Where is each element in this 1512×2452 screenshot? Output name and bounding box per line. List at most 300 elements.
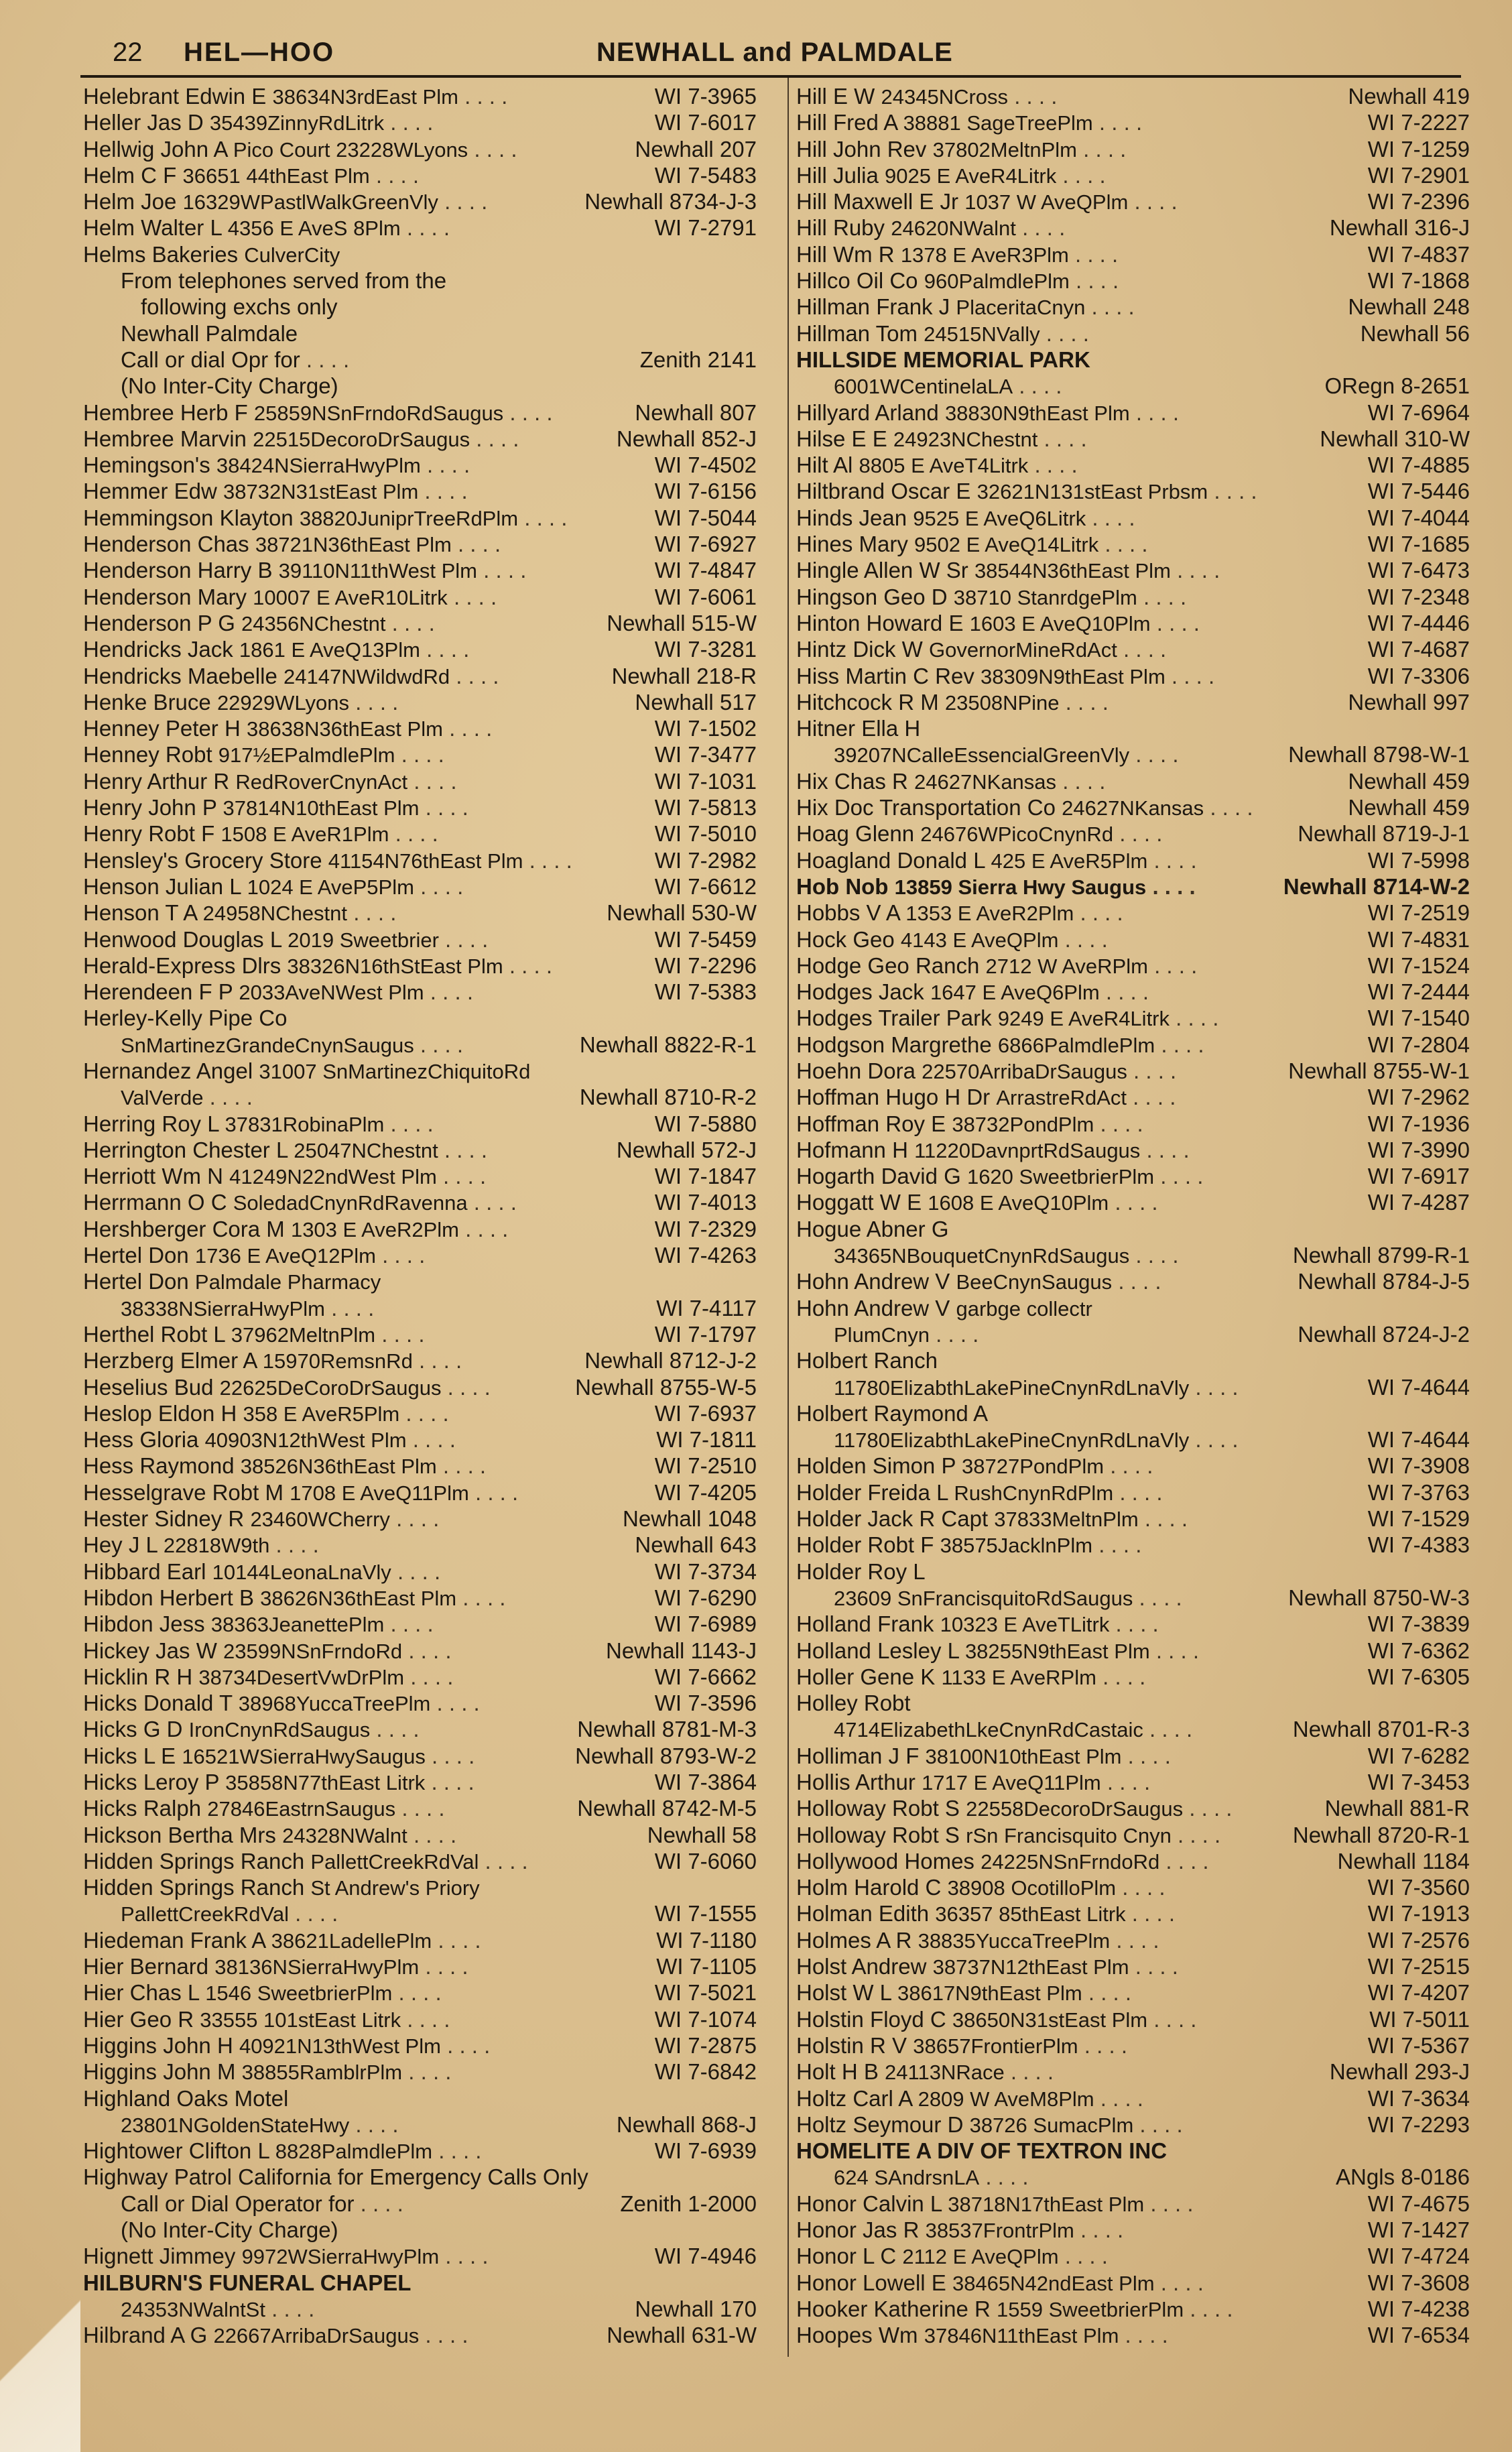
listing-entry: [796, 1032, 1470, 1058]
listing-text: [121, 1295, 374, 1322]
listing-entry: [796, 1611, 1470, 1637]
listing-phone: Zenith 2141: [639, 347, 757, 372]
listing-text: [796, 1822, 1220, 1849]
listing-text: [796, 1611, 1159, 1638]
listing-name: Hobbs V A: [796, 900, 900, 926]
listing-phone: WI 7-2227: [1367, 110, 1470, 135]
listing-entry: [83, 2111, 757, 2138]
listing-text: [796, 820, 1162, 847]
listing-phone: WI 7-2982: [654, 847, 757, 873]
listing-phone: WI 7-4263: [654, 1243, 757, 1268]
listing-address: 23801NGoldenStateHwy: [121, 2113, 350, 2137]
listing-name: Holliman J F: [796, 1743, 920, 1768]
listing-name: Hinton Howard E: [796, 610, 964, 635]
listing-name: Hellwig John A: [83, 136, 227, 162]
listing-address: 1508 E AveR1Plm: [220, 822, 389, 847]
leader-dots: . . . .: [401, 2006, 450, 2032]
listing-entry: [83, 900, 757, 926]
listing-phone: WI 7-5483: [654, 162, 757, 188]
listing-phone: WI 7-3560: [1367, 1875, 1470, 1900]
listing-address: RushCnynRdPlm: [954, 1481, 1114, 1505]
listing-entry: [83, 1479, 757, 1506]
listing-name: Henwood Douglas L: [83, 926, 281, 952]
leader-dots: . . . .: [1170, 558, 1220, 583]
listing-address: 22667ArribaDrSaugus: [213, 2324, 420, 2348]
listing-phone: ORegn 8-2651: [1324, 373, 1470, 399]
left-column: [83, 83, 757, 2349]
listing-address: 35439ZinnyRdLitrk: [209, 111, 385, 135]
listing-name: Hendricks Jack: [83, 637, 233, 662]
listing-text: [83, 979, 473, 1005]
listing-phone: WI 7-6842: [654, 2059, 757, 2085]
listing-text: [796, 83, 1057, 110]
listing-name: Holman Edith: [796, 1901, 930, 1926]
listing-entry: [796, 1426, 1470, 1453]
listing-entry: [796, 1479, 1470, 1506]
listing-address: 8828PalmdlePlm: [275, 2140, 433, 2164]
listing-entry: [796, 1743, 1470, 1769]
listing-phone: WI 7-1259: [1367, 136, 1470, 162]
listing-name: Holmes A R: [796, 1927, 912, 1953]
listing-name: Hingson Geo D: [796, 584, 948, 609]
listing-phone: WI 7-2519: [1367, 900, 1470, 926]
listing-entry: [796, 1664, 1470, 1690]
listing-address: 9525 E AveQ6Litrk: [913, 506, 1086, 530]
listing-name: Hix Chas R: [796, 768, 908, 794]
listing-phone: WI 7-6612: [654, 873, 757, 899]
listing-address: 10144LeonaLnaVly: [212, 1560, 391, 1584]
listing-text: [796, 2085, 1143, 2112]
listing-entry: [83, 926, 757, 953]
listing-address: 1546 SweetbrierPlm: [205, 1981, 393, 2006]
listing-phone: WI 7-6662: [654, 1664, 757, 1689]
leader-dots: . . . .: [1189, 1374, 1239, 1400]
listing-text: [796, 1953, 1178, 1980]
listing-name: Hess Gloria: [83, 1427, 199, 1453]
listing-name: Hicks Donald T: [83, 1691, 233, 1716]
leader-dots: . . . .: [424, 979, 473, 1005]
listing-entry: [796, 400, 1470, 426]
listing-entry: [83, 1927, 757, 1953]
listing-text: [796, 1453, 1153, 1479]
listing-text: [83, 1347, 462, 1374]
listing-phone: WI 7-4446: [1367, 610, 1470, 635]
leader-dots: . . . .: [375, 1243, 426, 1268]
listing-name: Holloway Robt S: [796, 1822, 960, 1847]
listing-text: [83, 452, 470, 479]
listing-text: [796, 2111, 1183, 2138]
leader-dots: . . . .: [1015, 215, 1066, 241]
listing-phone: Zenith 1-2000: [620, 2191, 757, 2216]
listing-phone: WI 7-3990: [1367, 1137, 1470, 1162]
leader-dots: . . . .: [518, 505, 568, 530]
listing-address: 2809 W AveM8Plm: [918, 2087, 1094, 2111]
listing-phone: WI 7-4687: [1367, 637, 1470, 662]
leader-dots: . . . .: [1184, 2296, 1233, 2321]
listing-address: 24515NVally: [924, 322, 1040, 346]
listing-text: [121, 2217, 338, 2243]
listing-address: 38537FrontrPlm: [925, 2219, 1074, 2243]
listing-entry: [796, 1453, 1470, 1479]
listing-name: Holloway Robt S: [796, 1796, 960, 1821]
listing-text: [796, 1532, 1141, 1558]
listing-entry: [796, 1321, 1470, 1347]
listing-entry: [796, 1874, 1470, 1900]
listing-address: 38634N3rdEast Plm: [272, 85, 458, 109]
listing-phone: WI 7-4207: [1367, 1980, 1470, 2006]
listing-entry: [796, 610, 1470, 636]
listing-entry: [796, 873, 1470, 900]
listing-address: Pico Court 23228WLyons: [233, 137, 468, 162]
listing-address: 1037 W AveQPlm: [964, 190, 1129, 214]
listing-entry: [83, 347, 757, 373]
column-divider: [788, 78, 789, 2357]
listing-name: Holley Robt: [796, 1691, 911, 1716]
listing-phone: WI 7-2510: [654, 1453, 757, 1479]
listing-address: 35858N77thEast Litrk: [225, 1771, 426, 1794]
listing-text: [83, 557, 526, 584]
listing-text: [83, 1769, 475, 1796]
listing-address: 425 E AveR5Plm: [991, 849, 1148, 873]
listing-name: Hicklin R H: [83, 1664, 193, 1689]
listing-address: 11780ElizabthLakePineCnynRdLnaVly: [834, 1428, 1190, 1453]
listing-text: [83, 426, 519, 452]
listing-text: [83, 83, 507, 110]
listing-text: [796, 2243, 1108, 2270]
listing-entry: [83, 1453, 757, 1479]
listing-address: 1024 E AveP5Plm: [247, 875, 414, 899]
leader-dots: . . . .: [503, 400, 553, 425]
listing-phone: WI 7-2962: [1367, 1085, 1470, 1110]
leader-dots: . . . .: [979, 2164, 1029, 2190]
name-range: HEL—HOO: [184, 38, 335, 67]
leader-dots: . . . .: [406, 1427, 456, 1453]
listing-address: 10323 E AveTLitrk: [940, 1613, 1110, 1637]
listing-entry: [796, 1532, 1470, 1558]
listing-phone: Newhall 8822-R-1: [579, 1032, 757, 1057]
listing-phone: WI 7-6937: [654, 1400, 757, 1426]
listing-text: [83, 1453, 486, 1479]
listing-address: 960PalmdlePlm: [924, 269, 1070, 294]
leader-dots: . . . .: [458, 1216, 509, 1241]
listing-text: [83, 1558, 440, 1585]
listing-address: 37846N11thEast Plm: [924, 2324, 1119, 2348]
listing-text: [83, 794, 468, 821]
listing-entry: [83, 136, 757, 162]
listing-name: Heller Jas D: [83, 110, 204, 135]
leader-dots: . . . .: [1121, 1743, 1171, 1768]
listing-phone: Newhall 868-J: [616, 2111, 757, 2137]
listing-text: [796, 953, 1197, 979]
listing-name: Herald-Express Dlrs: [83, 953, 281, 978]
listing-phone: WI 7-6917: [1367, 1164, 1470, 1189]
directory-title: NEWHALL and PALMDALE: [596, 38, 953, 67]
listing-text: [83, 584, 497, 611]
leader-dots: . . . .: [470, 426, 519, 451]
listing-entry: [796, 1216, 1470, 1242]
listing-address: 1353 E AveR2Plm: [905, 902, 1074, 926]
listing-phone: Newhall 8714-W-2: [1283, 873, 1470, 899]
listing-name: Hodges Trailer Park: [796, 1005, 992, 1031]
listing-phone: Newhall 8712-J-2: [584, 1348, 757, 1373]
listing-entry: [796, 1822, 1470, 1848]
leader-dots: . . . .: [1059, 689, 1109, 715]
listing-entry: [796, 2270, 1470, 2296]
leader-dots: . . . .: [1096, 1664, 1146, 1689]
leader-dots: . . . .: [1028, 452, 1078, 478]
listing-phone: WI 7-4238: [1367, 2296, 1470, 2321]
listing-entry: [83, 1426, 757, 1453]
listing-name: Hooker Katherine R: [796, 2296, 991, 2321]
listing-phone: WI 7-5010: [654, 821, 757, 847]
listing-name: Hidden Springs Ranch: [83, 1875, 305, 1900]
leader-dots: . . . .: [1013, 373, 1062, 399]
listing-text: [83, 1163, 486, 1190]
listing-entry: [796, 1769, 1470, 1795]
listing-address: 38727PondPlm: [962, 1455, 1105, 1479]
listing-text: [83, 162, 419, 189]
listing-text: [834, 373, 1062, 400]
listing-entry: [796, 1638, 1470, 1664]
listing-text: [796, 1690, 911, 1716]
listing-entry: [83, 294, 757, 320]
listing-phone: WI 7-6282: [1367, 1743, 1470, 1768]
listing-entry: [796, 452, 1470, 478]
listing-entry: [83, 1769, 757, 1795]
listing-entry: [796, 1953, 1470, 1979]
listing-address: 1559 SweetbrierPlm: [997, 2297, 1184, 2321]
listing-text: [796, 400, 1179, 426]
listing-entry: [83, 2322, 757, 2348]
listing-name: Hines Mary: [796, 532, 908, 557]
listing-entry: [796, 2322, 1470, 2348]
listing-name: Herrington Chester L: [83, 1137, 288, 1162]
leader-dots: . . . .: [402, 1638, 452, 1663]
listing-entry: [83, 1874, 757, 1900]
listing-entry: [83, 1216, 757, 1242]
listing-phone: Newhall 218-R: [611, 663, 757, 688]
listing-text: [796, 1979, 1131, 2006]
listing-address: 38626N36thEast Plm: [260, 1586, 457, 1610]
listing-address: 38544N36thEast Plm: [974, 559, 1171, 583]
listing-name: Hix Doc Transportation Co: [796, 795, 1056, 820]
listing-phone: Newhall 1143-J: [605, 1638, 757, 1663]
listing-address: 39110N11thWest Plm: [278, 559, 478, 583]
listing-name: Hillman Frank J: [796, 294, 950, 320]
listing-name: Hofmann H: [796, 1137, 908, 1162]
listing-text: [796, 1848, 1209, 1875]
listing-phone: WI 7-4724: [1367, 2244, 1470, 2269]
listing-phone: Newhall 8701-R-3: [1292, 1717, 1470, 1742]
listing-address: 1717 E AveQ11Plm: [922, 1771, 1101, 1794]
listing-text: [83, 188, 487, 215]
listing-phone: WI 7-6534: [1367, 2323, 1470, 2348]
listing-name: Holder Jack R Capt: [796, 1506, 989, 1532]
listing-text: [796, 2032, 1127, 2059]
listing-address: 27846EastrnSaugus: [207, 1797, 396, 1821]
listing-entry: [83, 715, 757, 741]
listing-name: Hinds Jean: [796, 505, 907, 530]
listing-phone: Newhall 8719-J-1: [1298, 821, 1470, 847]
listing-entry: [796, 2111, 1470, 2138]
listing-entry: [796, 2191, 1470, 2217]
listing-text: [796, 1005, 1218, 1032]
leader-dots: . . . .: [1143, 1717, 1193, 1742]
listing-address: 24353NWalntSt: [121, 2297, 265, 2321]
listing-text: [83, 2059, 451, 2085]
leader-dots: . . . .: [404, 1664, 454, 1689]
listing-address: 38575JacklnPlm: [940, 1534, 1093, 1558]
leader-dots: . . . .: [442, 716, 493, 741]
listing-address: 23460WCherry: [250, 1508, 390, 1532]
listing-text: [121, 1032, 463, 1058]
leader-dots: . . . .: [395, 742, 444, 768]
listing-entry: [83, 794, 757, 820]
listing-address: 38732PondPlm: [952, 1112, 1094, 1136]
leader-dots: . . . .: [1129, 400, 1180, 425]
listing-entry: [796, 373, 1470, 399]
listing-phone: Newhall 881-R: [1324, 1796, 1470, 1821]
listing-name: Hob Nob: [796, 873, 889, 899]
listing-entry: [83, 1058, 757, 1084]
listing-entry: [796, 715, 1470, 741]
listing-entry: [796, 294, 1470, 320]
listing-entry: [83, 1189, 757, 1215]
listing-name: Henry Robt F: [83, 821, 215, 847]
listing-name: Helms Bakeries: [83, 241, 239, 267]
listing-address: 1708 E AveQ11Plm: [290, 1481, 469, 1505]
listing-phone: WI 7-4837: [1367, 241, 1470, 267]
listing-entry: [796, 1795, 1470, 1821]
listing-phone: WI 7-5383: [654, 979, 757, 1005]
listing-phone: WI 7-6989: [654, 1611, 757, 1637]
listing-phone: WI 7-4946: [654, 2244, 757, 2269]
listing-entry: [83, 636, 757, 662]
leader-dots: . . . .: [477, 558, 527, 583]
listing-address: 40921N13thWest Plm: [239, 2034, 441, 2058]
listing-address: 22515DecoroDrSaugus: [253, 427, 470, 451]
listing-text: [796, 452, 1078, 479]
listing-text: [83, 636, 469, 663]
listing-address: 2712 W AveRPlm: [985, 954, 1148, 978]
listing-entry: [83, 2270, 757, 2296]
listing-entry: [796, 1716, 1470, 1742]
listing-phone: WI 7-4831: [1367, 926, 1470, 952]
listing-name: Holtz Carl A: [796, 2085, 912, 2111]
leader-dots: . . . .: [384, 1111, 434, 1136]
listing-phone: Newhall 8750-W-3: [1288, 1585, 1470, 1610]
listing-phone: WI 7-6939: [654, 2138, 757, 2164]
listing-entry: [83, 2032, 757, 2059]
listing-entry: [796, 2243, 1470, 2269]
listing-name: Hilbrand A G: [83, 2323, 208, 2348]
listing-text: [83, 1638, 452, 1664]
listing-name: Henson Julian L: [83, 873, 241, 899]
listing-address: 37802MeltnPlm: [932, 137, 1077, 162]
listing-phone: WI 7-1031: [654, 768, 757, 794]
listing-phone: Newhall 631-W: [607, 2323, 757, 2348]
listing-note: (No Inter-City Charge): [121, 373, 338, 399]
listing-text: [83, 2270, 411, 2296]
listing-entry: [83, 83, 757, 109]
listing-address: 23609 SnFrancisquitoRdSaugus: [834, 1586, 1133, 1610]
listing-entry: [83, 2138, 757, 2164]
listing-entry: [83, 267, 757, 294]
listing-name: Hodge Geo Ranch: [796, 953, 980, 978]
listing-phone: WI 7-6156: [654, 479, 757, 504]
listing-phone: Newhall 8710-R-2: [579, 1085, 757, 1110]
listing-entry: [796, 820, 1470, 847]
listing-phone: WI 7-6362: [1367, 1638, 1470, 1663]
listing-name: Hey J L: [83, 1532, 158, 1558]
leader-dots: . . . .: [389, 821, 438, 847]
listing-address: 11780ElizabthLakePineCnynRdLnaVly: [834, 1375, 1190, 1400]
listing-text: [796, 2322, 1168, 2349]
torn-corner: [0, 2278, 80, 2452]
listing-name: Honor Jas R: [796, 2217, 920, 2243]
leader-dots: . . . .: [1056, 162, 1106, 188]
listing-name: Hendricks Maebelle: [83, 663, 277, 688]
listing-entry: [796, 426, 1470, 452]
listing-phone: WI 7-3839: [1367, 1611, 1470, 1637]
listing-name: Holtz Seymour D: [796, 2111, 964, 2137]
listing-text: [83, 741, 444, 768]
listing-name: Holst Andrew: [796, 1954, 927, 1979]
listing-name: Hock Geo: [796, 926, 895, 952]
listing-text: [834, 1242, 1179, 1269]
listing-text: [83, 531, 501, 558]
listing-phone: Newhall 1184: [1337, 1848, 1470, 1874]
listing-address: rSn Francisquito Cnyn: [966, 1823, 1172, 1847]
leader-dots: . . . .: [432, 1927, 481, 1953]
listing-phone: Newhall 8734-J-3: [584, 189, 757, 214]
listing-note: From telephones served from the: [121, 268, 447, 294]
listing-address: 38830N9thEast Plm: [944, 401, 1130, 425]
leader-dots: . . . .: [419, 2323, 468, 2348]
listing-text: [796, 557, 1220, 584]
listing-text: [796, 1664, 1145, 1691]
listing-name: Higgins John H: [83, 2032, 233, 2058]
leader-dots: . . . .: [1138, 1506, 1188, 1532]
listing-entry: [83, 1532, 757, 1558]
listing-entry: [83, 188, 757, 214]
listing-text: [796, 1111, 1143, 1138]
listing-text: [83, 1137, 487, 1164]
listing-address: 32621N131stEast Prbsm: [976, 480, 1208, 504]
listing-address: 34365NBouquetCnynRdSaugus: [834, 1244, 1130, 1268]
leader-dots: . . . .: [1154, 1164, 1204, 1189]
listing-name: Holder Robt F: [796, 1532, 934, 1558]
listing-phone: WI 7-2791: [654, 215, 757, 241]
listing-name: Henderson P G: [83, 610, 235, 635]
leader-dots: . . . .: [1128, 189, 1178, 214]
listing-address: 1378 E AveR3Plm: [900, 243, 1069, 267]
listing-entry: [83, 1979, 757, 2006]
listing-phone: WI 7-5011: [1369, 2006, 1470, 2032]
listing-name: Hogue Abner G: [796, 1216, 949, 1241]
listing-text: [83, 478, 468, 505]
listing-entry: [83, 1611, 757, 1637]
listing-text: [83, 109, 433, 136]
listing-entry: [83, 373, 757, 399]
listing-phone: WI 7-5367: [1367, 2032, 1470, 2058]
listing-text: [83, 2138, 481, 2164]
listing-phone: WI 7-1868: [1367, 268, 1470, 294]
leader-dots: . . . .: [1127, 1058, 1177, 1083]
listing-name: Hignett Jimmey: [83, 2244, 236, 2269]
listing-entry: [83, 214, 757, 241]
listing-name: Hemingson's: [83, 452, 210, 478]
